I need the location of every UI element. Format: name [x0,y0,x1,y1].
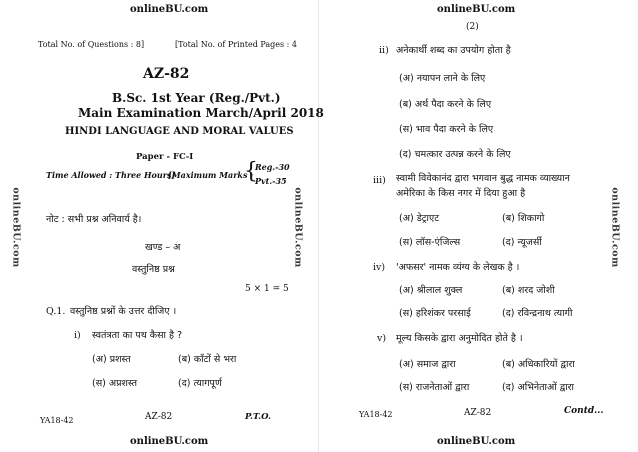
paper-code: AZ-82 [143,66,190,82]
option-d: (द) त्यागपूर्ण [178,378,222,389]
question-number: Q.1. [46,306,66,317]
q5-number: v) [377,333,387,344]
footer-paper: AZ-82 [145,412,173,422]
course-title: B.Sc. 1st Year (Reg./Pvt.) [112,91,281,105]
watermark-side-left: onlineBU.com [10,187,22,268]
score: 5 × 1 = 5 [245,284,289,294]
q4-option-c: (स) हरिशंकर परसाई [399,308,471,319]
watermark-top: onlineBU.com [437,4,516,15]
q4-text: 'अफसर' नामक व्यंग्य के लेखक है । [396,262,520,273]
q5-text: मूल्य किसके द्वारा अनुमोदित होते है । [396,333,523,344]
option-a: (अ) प्रशस्त [92,354,131,365]
option-c: (स) अप्रशस्त [92,378,138,389]
subquestion-number: i) [74,330,81,341]
footer-paper: AZ-82 [464,408,492,418]
section-heading: खण्ड – अ [145,242,181,253]
q3-line2: अमेरिका के किस नगर में दिया हुआ है [396,188,526,199]
q4-option-b: (ब) शरद जोशी [502,285,555,296]
exam-title: Main Examination March/April 2018 [78,106,324,120]
q4-option-d: (द) रविन्द्रनाथ त्यागी [502,308,573,319]
max-marks: [Maximum Marks : [168,170,254,180]
q2-option-c: (स) भाव पैदा करने के लिए [399,124,494,135]
q2-number: ii) [379,45,389,56]
page-number: (2) [466,22,479,32]
marks-reg: Reg.-30 [255,162,290,172]
section-subheading: वस्तुनिष्ठ प्रश्न [132,264,175,275]
q4-option-a: (अ) श्रीलाल शुक्ल [399,285,463,296]
option-b: (ब) काँटों से भरा [178,354,237,365]
q3-option-d: (द) न्यूजर्सी [502,237,542,248]
q3-line1: स्वामी विवेकानंद द्वारा भगवान बुद्ध नामक व्याख्यान [396,173,570,184]
right-page [319,0,638,452]
footer-code: YA18-42 [40,416,74,425]
watermark-bottom: onlineBU.com [437,436,516,447]
q5-option-b: (ब) अधिकारियों द्वारा [502,359,575,370]
q2-option-a: (अ) नयापन लाने के लिए [399,73,486,84]
note: नोट : सभी प्रश्न अनिवार्य है। [46,214,142,225]
footer-pto: P.T.O. [245,412,271,422]
marks-brace: { [244,159,258,184]
q3-option-a: (अ) डेट्राएट [399,213,440,224]
q2-text: अनेकार्थी शब्द का उपयोग होता है [396,45,511,56]
q3-option-c: (स) लॉस-एंजिल्स [399,237,461,248]
subject-title: HINDI LANGUAGE AND MORAL VALUES [65,126,294,137]
watermark-top: onlineBU.com [130,4,209,15]
paper-label: Paper - FC-I [136,152,194,162]
q2-option-b: (ब) अर्थ पैदा करने के लिए [399,99,492,110]
q3-option-b: (ब) शिकागो [502,213,545,224]
footer-contd: Contd... [564,406,604,416]
q5-option-d: (द) अभिनेताओं द्वारा [502,382,575,393]
question-text: वस्तुनिष्ठ प्रश्नों के उत्तर दीजिए । [70,306,177,317]
watermark-bottom: onlineBU.com [130,436,209,447]
q2-option-d: (द) चमत्कार उत्पन्न करने के लिए [399,149,511,160]
watermark-side-right: onlineBU.com [609,187,621,268]
q4-number: iv) [373,262,386,273]
q5-option-a: (अ) समाज द्वारा [399,359,456,370]
time-allowed: Time Allowed : Three Hours] [46,170,176,180]
watermark-side-right: onlineBU.com [292,187,304,268]
subquestion-text: स्वतंत्रता का पथ कैसा है ? [92,330,183,341]
q3-number: iii) [373,175,386,186]
total-questions: Total No. of Questions : 8] [38,40,145,49]
total-pages: [Total No. of Printed Pages : 4 [175,40,297,49]
q5-option-c: (स) राजनेताओं द्वारा [399,382,470,393]
footer-code: YA18-42 [359,410,393,419]
marks-pvt: Pvt.-35 [255,176,287,186]
